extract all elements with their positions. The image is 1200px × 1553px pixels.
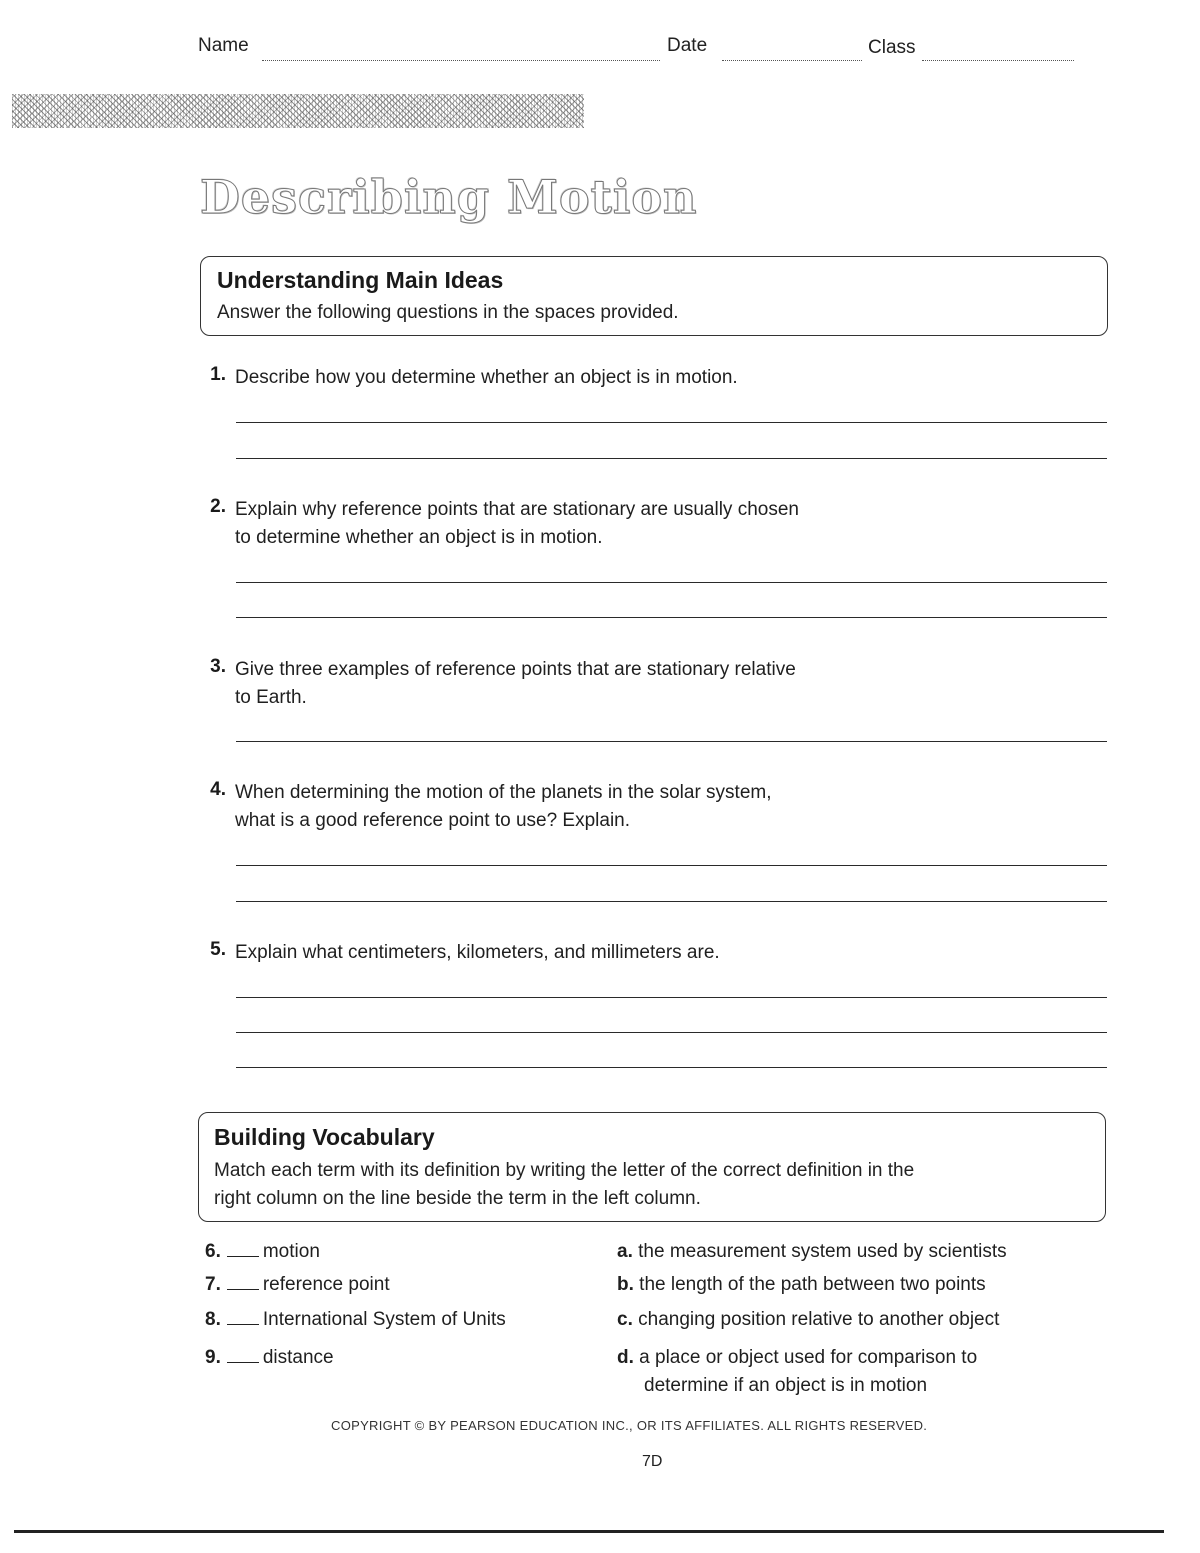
term-number: 8.	[205, 1309, 221, 1330]
question-3-text	[235, 656, 796, 712]
class-field-line[interactable]	[922, 60, 1074, 61]
question-line: to Earth.	[235, 687, 307, 708]
date-label: Date	[667, 35, 708, 56]
question-number: 3.	[210, 656, 226, 677]
instruction-line: right column on the line beside the term in the left column.	[214, 1188, 701, 1209]
vocab-term-row	[205, 1238, 320, 1266]
question-line: Give three examples of reference points that are stationary relative	[235, 659, 796, 680]
definition-letter: a.	[617, 1241, 633, 1262]
question-line: Explain what centimeters, kilometers, and millimeters are.	[235, 942, 720, 963]
answer-line[interactable]	[236, 1067, 1107, 1068]
question-line: Describe how you determine whether an object is in motion.	[235, 367, 738, 388]
vocab-definition-row	[617, 1271, 986, 1299]
question-line: When determining the motion of the planets in the solar system,	[235, 782, 772, 803]
match-blank[interactable]	[227, 1348, 259, 1363]
question-2-text	[235, 496, 799, 552]
answer-line[interactable]	[236, 458, 1107, 459]
term-number: 7.	[205, 1274, 221, 1295]
name-label: Name	[198, 35, 249, 56]
match-blank[interactable]	[227, 1310, 259, 1325]
copyright-notice: COPYRIGHT © BY PEARSON EDUCATION INC., OR ITS AFFILIATES. ALL RIGHTS RESERVED.	[331, 1418, 928, 1433]
question-number: 1.	[210, 364, 226, 385]
question-1-text	[235, 364, 738, 392]
class-label: Class	[868, 37, 916, 58]
vocab-definition-row	[617, 1238, 1007, 1266]
question-4-text	[235, 779, 772, 835]
vocabulary-box	[198, 1112, 1106, 1222]
answer-line[interactable]	[236, 901, 1107, 902]
match-blank[interactable]	[227, 1275, 259, 1290]
question-number: 5.	[210, 939, 226, 960]
vocabulary-instructions	[214, 1157, 914, 1213]
term-text: reference point	[262, 1274, 390, 1295]
definition-text: a place or object used for comparison to	[639, 1347, 978, 1368]
definition-letter: b.	[617, 1274, 634, 1295]
bottom-divider	[14, 1530, 1164, 1533]
main-ideas-heading: Understanding Main Ideas	[217, 267, 504, 293]
question-5-text	[235, 939, 720, 967]
instruction-line: Match each term with its definition by writing the letter of the correct definition in the	[214, 1160, 915, 1181]
term-text: distance	[262, 1347, 334, 1368]
term-text: motion	[262, 1241, 320, 1262]
definition-text: the length of the path between two points	[639, 1274, 986, 1295]
vocab-definition-row	[617, 1344, 977, 1400]
answer-line[interactable]	[236, 1032, 1107, 1033]
match-blank[interactable]	[227, 1242, 259, 1257]
vocabulary-heading: Building Vocabulary	[214, 1124, 435, 1150]
definition-text: determine if an object is in motion	[644, 1375, 928, 1396]
term-text: International System of Units	[262, 1309, 506, 1330]
question-number: 2.	[210, 496, 226, 517]
decorative-banner	[12, 94, 584, 128]
question-line: what is a good reference point to use? Explain.	[235, 810, 631, 831]
main-ideas-instructions: Answer the following questions in the spaces provided.	[217, 302, 679, 323]
page-number: 7D	[642, 1453, 663, 1470]
definition-text: changing position relative to another object	[638, 1309, 1000, 1330]
term-number: 6.	[205, 1241, 221, 1262]
vocab-term-row	[205, 1306, 506, 1334]
answer-line[interactable]	[236, 582, 1107, 583]
definition-letter: d.	[617, 1347, 634, 1368]
answer-line[interactable]	[236, 422, 1107, 423]
answer-line[interactable]	[236, 865, 1107, 866]
name-field-line[interactable]	[262, 60, 660, 61]
question-number: 4.	[210, 779, 226, 800]
answer-line[interactable]	[236, 997, 1107, 998]
vocab-term-row	[205, 1271, 390, 1299]
definition-letter: c.	[617, 1309, 633, 1330]
definition-text: the measurement system used by scientists	[638, 1241, 1007, 1262]
question-line: Explain why reference points that are stationary are usually chosen	[235, 499, 799, 520]
term-number: 9.	[205, 1347, 221, 1368]
vocab-term-row	[205, 1344, 334, 1372]
question-line: to determine whether an object is in motion.	[235, 527, 603, 548]
date-field-line[interactable]	[722, 60, 862, 61]
main-ideas-box	[200, 256, 1108, 336]
vocab-definition-row	[617, 1306, 999, 1334]
page-title: Describing Motion	[200, 170, 698, 224]
answer-line[interactable]	[236, 617, 1107, 618]
answer-line[interactable]	[236, 741, 1107, 742]
